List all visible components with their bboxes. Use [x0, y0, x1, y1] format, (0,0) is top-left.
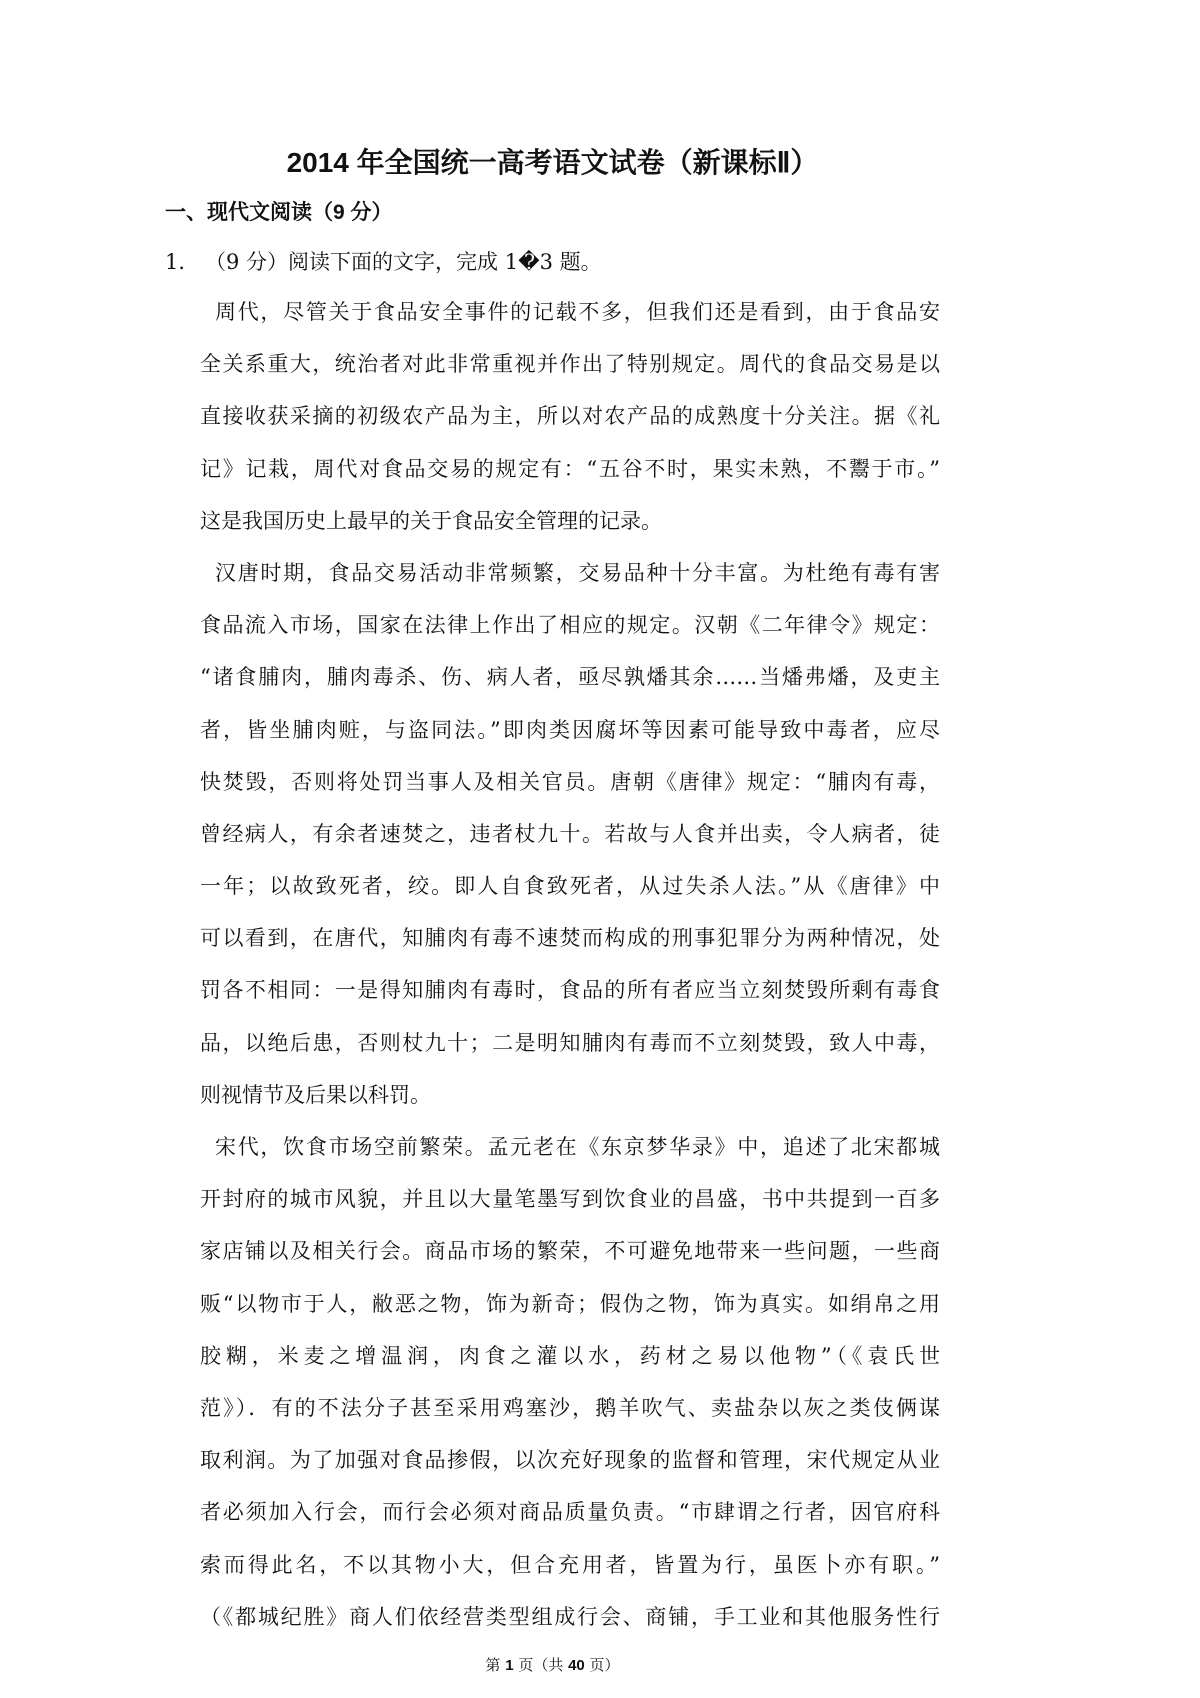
passage-line: （《都城纪胜》商人们依经营类型组成行会、商铺，手工业和其他服务性行	[200, 1604, 940, 1629]
passage-line: 胶糊，米麦之增温润，肉食之灌以水，药材之易以他物”（《袁氏世	[200, 1343, 940, 1368]
passage-line: 范》）．有的不法分子甚至采用鸡塞沙，鹅羊吹气、卖盐杂以灰之类伎俩谋	[200, 1395, 940, 1420]
passage-paragraph-3	[200, 1121, 940, 1643]
passage-line: 罚各不相同：一是得知脯肉有毒时，食品的所有者应当立刻焚毁所剩有毒食	[200, 978, 940, 1003]
footer-total-pages: 40	[568, 1657, 585, 1674]
passage-paragraph-1	[200, 286, 940, 547]
reading-passage	[200, 286, 940, 1643]
section-heading: 一、现代文阅读（9 分）	[165, 201, 393, 224]
passage-line: 则视情节及后果以科罚。	[200, 1082, 431, 1107]
passage-line: 贩“以物市于人，敝恶之物，饰为新奇；假伪之物，饰为真实。如绢帛之用	[200, 1291, 940, 1316]
passage-line: 索而得此名，不以其物小大，但合充用者，皆置为行，虽医卜亦有职。”	[200, 1552, 940, 1577]
passage-line: 品，以绝后患，否则杖九十；二是明知脯肉有毒而不立刻焚毁，致人中毒，	[200, 1030, 940, 1055]
question-text: （9 分）阅读下面的文字，完成 1�3 题。	[205, 250, 602, 274]
passage-line: 取利润。为了加强对食品掺假，以次充好现象的监督和管理，宋代规定从业	[200, 1448, 940, 1473]
question-number: 1．	[165, 250, 200, 274]
passage-line: 一年；以故致死者，绞。即人自食致死者，从过失杀人法。”从《唐律》中	[200, 874, 940, 899]
page-footer	[165, 1653, 940, 1677]
passage-line: 记》记栽，周代对食品交易的规定有：“五谷不时，果实未熟，不鬻于市。”	[200, 456, 940, 481]
footer-prefix: 第	[485, 1656, 506, 1674]
passage-line: 曾经病人，有余者速焚之，违者杖九十。若故与人食并出卖，令人病者，徒	[200, 821, 940, 846]
passage-line: 这是我国历史上最早的关于食品安全管理的记录。	[200, 508, 662, 533]
page-title: 2014 年全国统一高考语文试卷（新课标Ⅱ）	[286, 147, 819, 178]
passage-line: 汉唐时期，食品交易活动非常频繁，交易品种十分丰富。为杜绝有毒有害	[215, 560, 940, 585]
passage-line: 宋代，饮食市场空前繁荣。孟元老在《东京梦华录》中，追述了北宋都城	[215, 1135, 940, 1159]
footer-page-number: 1	[505, 1657, 514, 1674]
footer-middle: 页（共	[513, 1656, 569, 1674]
passage-line: 直接收获采摘的初级农产品为主，所以对农产品的成熟度十分关注。据《礼	[200, 404, 940, 429]
passage-line: 全关系重大，统治者对此非常重视并作出了特别规定。周代的食品交易是以	[200, 352, 940, 377]
passage-line: 开封府的城市风貌，并且以大量笔墨写到饮食业的昌盛，书中共提到一百多	[200, 1187, 940, 1212]
passage-line: 周代，尽管关于食品安全事件的记载不多，但我们还是看到，由于食品安	[215, 300, 940, 324]
question-prompt	[165, 242, 602, 282]
passage-line: 家店铺以及相关行会。商品市场的繁荣，不可避免地带来一些问题，一些商	[200, 1239, 940, 1264]
passage-line: 者，皆坐脯肉赃，与盗同法。”即肉类因腐坏等因素可能导致中毒者，应尽	[200, 717, 940, 742]
passage-line: “诸食脯肉，脯肉毒杀、伤、病人者，亟尽孰燔其余……当燔弗燔，及吏主	[200, 665, 940, 690]
footer-suffix: 页）	[584, 1656, 620, 1674]
passage-paragraph-2	[200, 547, 940, 1121]
passage-line: 可以看到，在唐代，知脯肉有毒不速焚而构成的刑事犯罪分为两种情况，处	[200, 926, 940, 951]
passage-line: 食品流入市场，国家在法律上作出了相应的规定。汉朝《二年律令》规定：	[200, 613, 940, 638]
passage-line: 快焚毁，否则将处罚当事人及相关官员。唐朝《唐律》规定：“脯肉有毒，	[200, 769, 940, 794]
passage-line: 者必须加入行会，而行会必须对商品质量负责。“市肆谓之行者，因官府科	[200, 1500, 940, 1525]
